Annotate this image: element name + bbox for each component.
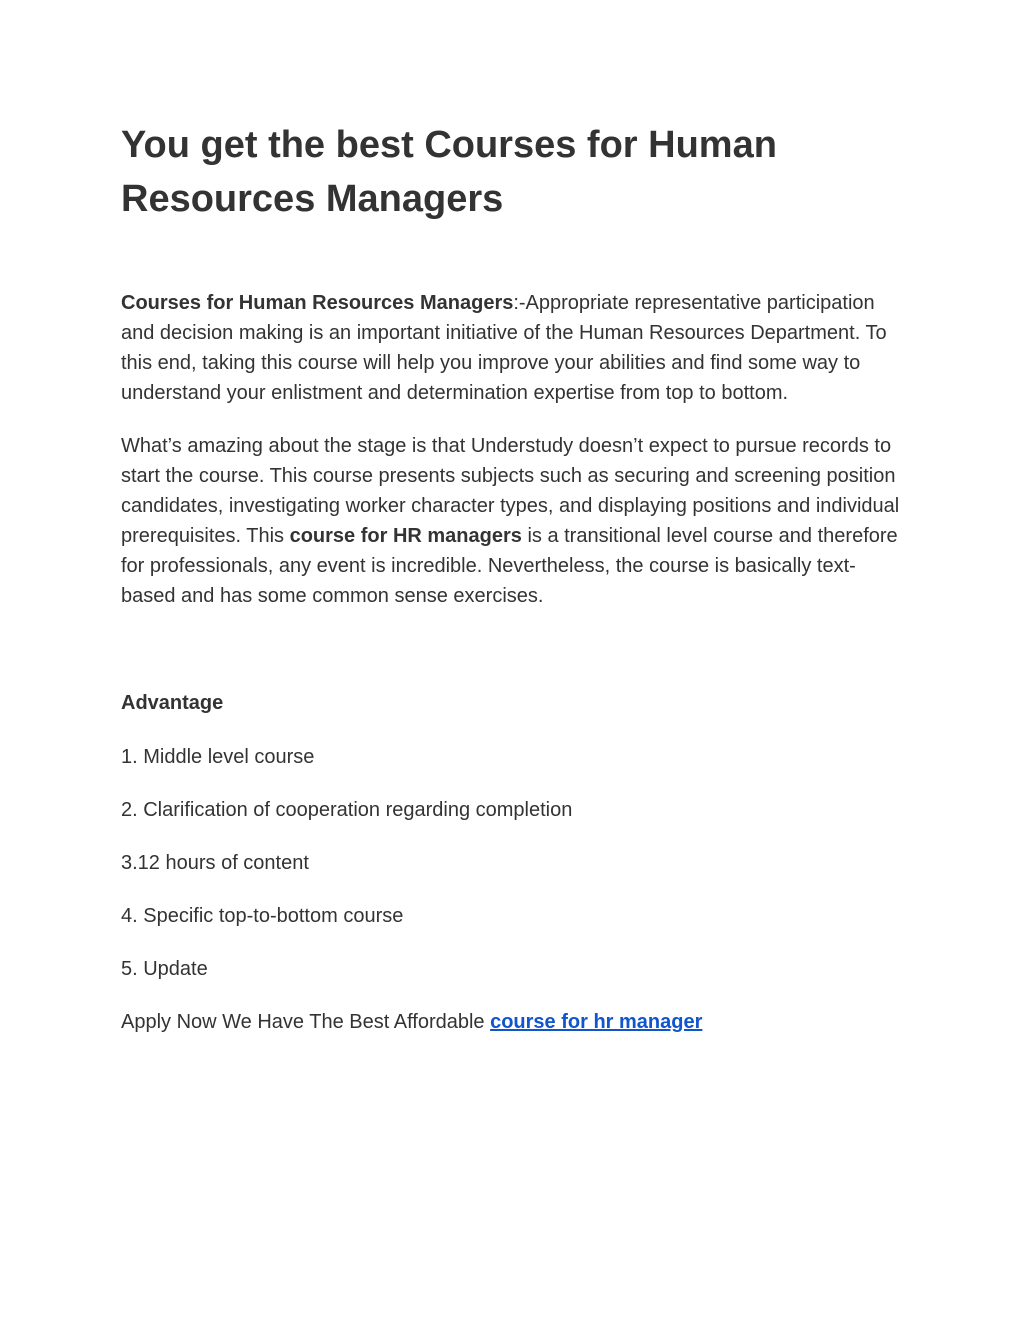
list-item: 4. Specific top-to-bottom course: [121, 905, 404, 927]
description-paragraph: [121, 431, 901, 611]
course-link[interactable]: course for hr manager: [490, 1011, 703, 1033]
list-item: 2. Clarification of cooperation regarding completion: [121, 799, 573, 821]
list-item: 5. Update: [121, 958, 208, 980]
intro-text: :-Appropriate representative participation and decision making is an important initiative of the Human Resources Department. To this end, taking this course will help you improve your abilities and find some way to understand your enlistment and determination expertise from top to bottom.: [121, 292, 887, 404]
intro-bold-text: Courses for Human Resources Managers: [121, 292, 514, 314]
advantage-heading: Advantage: [121, 692, 224, 714]
list-item: 1. Middle level course: [121, 746, 315, 768]
document-page: [121, 118, 901, 1037]
description-bold-text: course for HR managers: [289, 525, 522, 547]
apply-text: Apply Now We Have The Best Affordable: [121, 1011, 491, 1033]
page-title: You get the best Courses for Human Resources Managers: [121, 124, 777, 220]
description-text-after: is a transitional level course and therefore for professionals, any event is incredible. Nevertheless, the course is basically text-based and has some common sense exercises.: [121, 525, 898, 607]
description-text-before: What’s amazing about the stage is that Understudy doesn’t expect to pursue records to start the course. This course presents subjects such as securing and screening position candidates, investigating worker character types, and displaying positions and individual prerequisites. This: [121, 435, 900, 547]
list-item: 3.12 hours of content: [121, 852, 309, 874]
intro-paragraph: [121, 288, 901, 408]
apply-paragraph: [121, 1007, 901, 1037]
